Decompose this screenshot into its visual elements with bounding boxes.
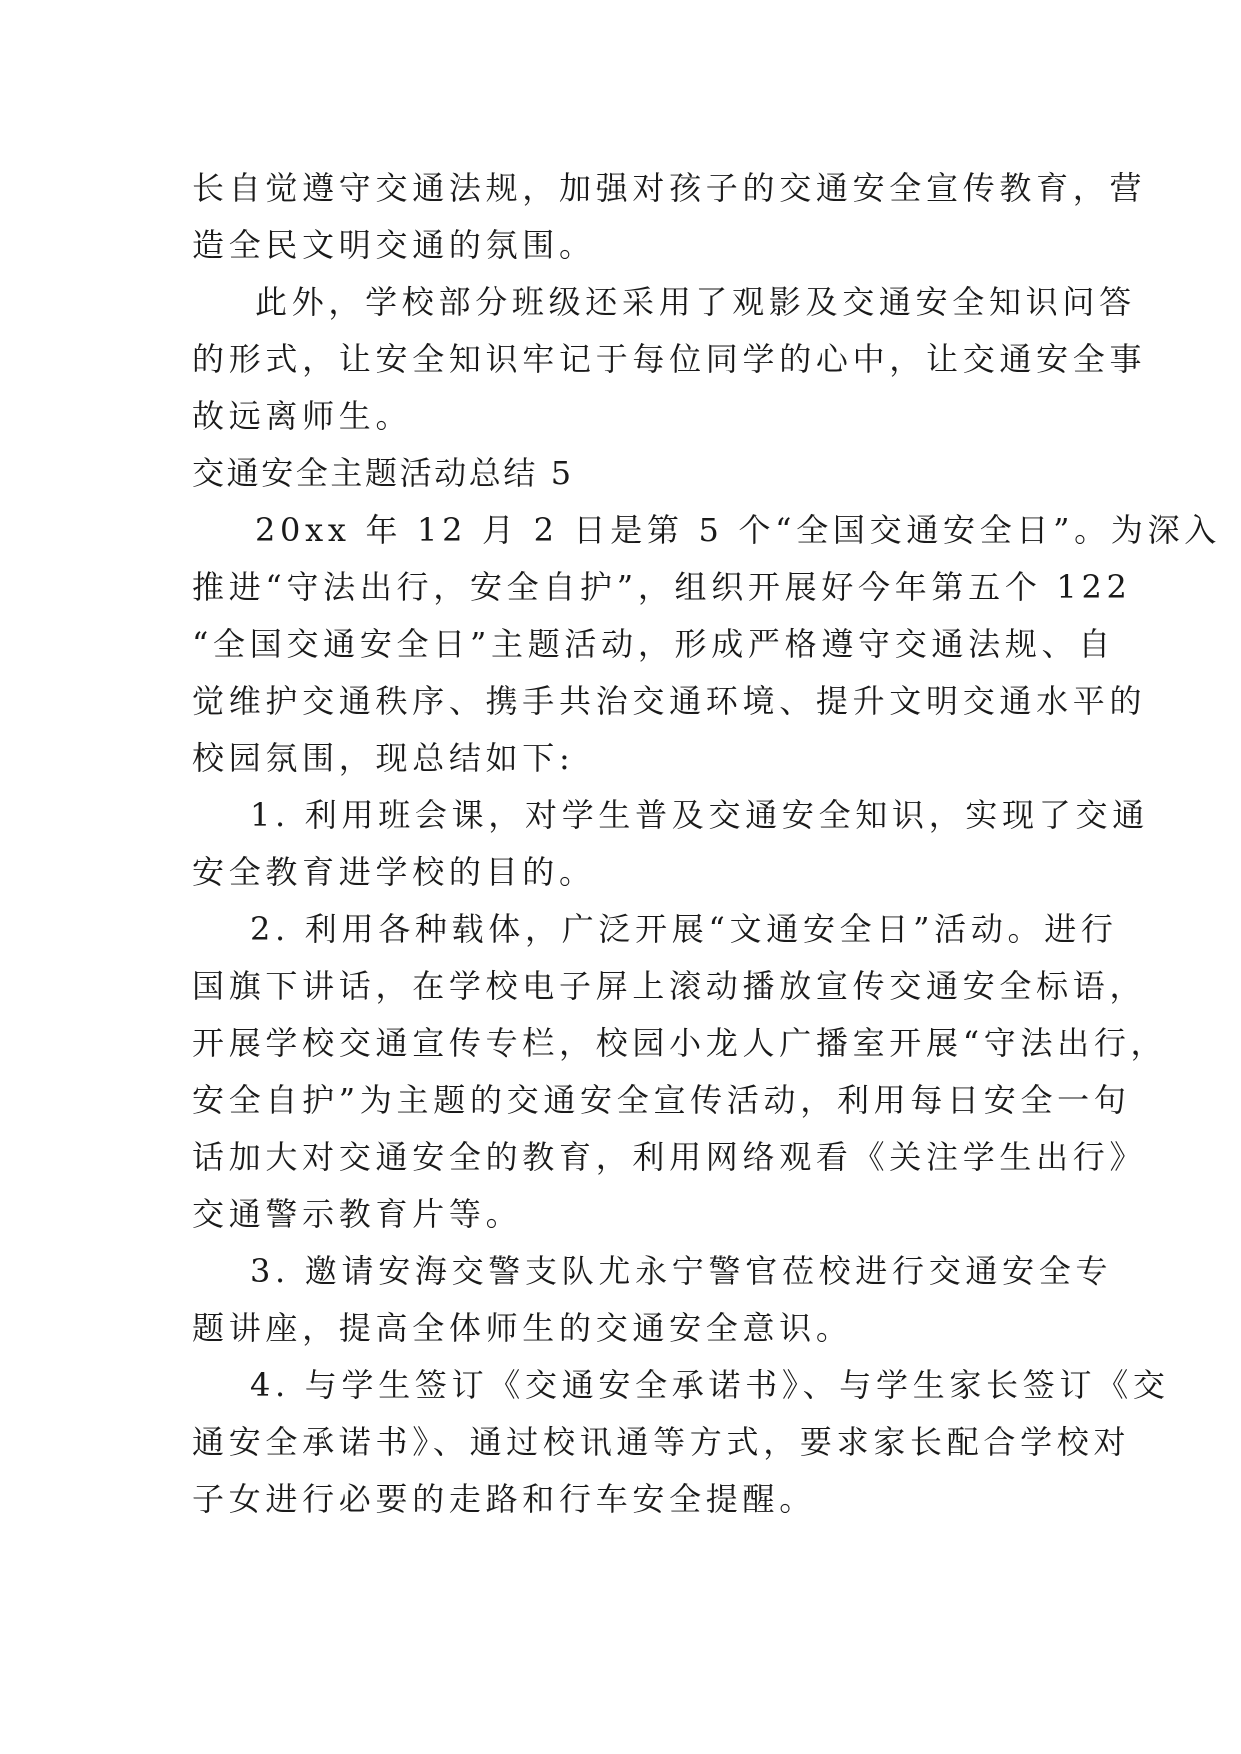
text-line: “全国交通安全日”主题活动，形成严格遵守交通法规、自 — [192, 625, 1115, 663]
text-line: 推进“守法出行，安全自护”，组织开展好今年第五个 122 — [192, 568, 1132, 606]
text-line: 长自觉遵守交通法规，加强对孩子的交通安全宣传教育，营 — [192, 169, 1147, 207]
paragraph-continuation — [192, 160, 1147, 274]
list-item-1 — [192, 787, 1149, 901]
text-line: 国旗下讲话，在学校电子屏上滚动播放宣传交通安全标语， — [192, 967, 1147, 1005]
text-line: 开展学校交通宣传专栏，校园小龙人广播室开展“守法出行， — [192, 1024, 1168, 1062]
text-line: 20xx 年 12 月 2 日是第 5 个“全国交通安全日”。为深入 — [255, 511, 1221, 549]
text-line: 3. 邀请安海交警支队尤永宁警官莅校进行交通安全专 — [250, 1252, 1113, 1290]
text-line: 4. 与学生签订《交通安全承诺书》、与学生家长签订《交 — [250, 1366, 1170, 1404]
text-line: 安全自护”为主题的交通安全宣传活动，利用每日安全一句 — [192, 1081, 1131, 1119]
section-title: 交通安全主题活动总结 5 — [192, 454, 574, 492]
text-line: 造全民文明交通的氛围。 — [192, 226, 596, 264]
text-line: 校园氛围，现总结如下: — [192, 739, 575, 777]
text-line: 话加大对交通安全的教育，利用网络观看《关注学生出行》 — [192, 1138, 1147, 1176]
text-line: 通安全承诺书》、通过校讯通等方式，要求家长配合学校对 — [192, 1423, 1131, 1461]
text-line: 的形式，让安全知识牢记于每位同学的心中，让交通安全事 — [192, 340, 1147, 378]
section-heading — [192, 445, 1072, 502]
paragraph-extra-activities — [192, 274, 1147, 445]
text-line: 子女进行必要的走路和行车安全提醒。 — [192, 1480, 816, 1518]
document-body — [192, 160, 1221, 1528]
text-line: 觉维护交通秩序、携手共治交通环境、提升文明交通水平的 — [192, 682, 1147, 720]
text-line: 2. 利用各种载体，广泛开展“文通安全日”活动。进行 — [250, 910, 1118, 948]
text-line: 此外，学校部分班级还采用了观影及交通安全知识问答 — [255, 283, 1136, 321]
text-line: 1. 利用班会课，对学生普及交通安全知识，实现了交通 — [250, 796, 1149, 834]
text-line: 故远离师生。 — [192, 397, 413, 435]
list-item-4 — [192, 1357, 1170, 1528]
text-line: 题讲座，提高全体师生的交通安全意识。 — [192, 1309, 853, 1347]
text-line: 交通警示教育片等。 — [192, 1195, 523, 1233]
text-line: 安全教育进学校的目的。 — [192, 853, 596, 891]
paragraph-intro — [192, 502, 1221, 787]
list-item-2 — [192, 901, 1168, 1243]
list-item-3 — [192, 1243, 1113, 1357]
